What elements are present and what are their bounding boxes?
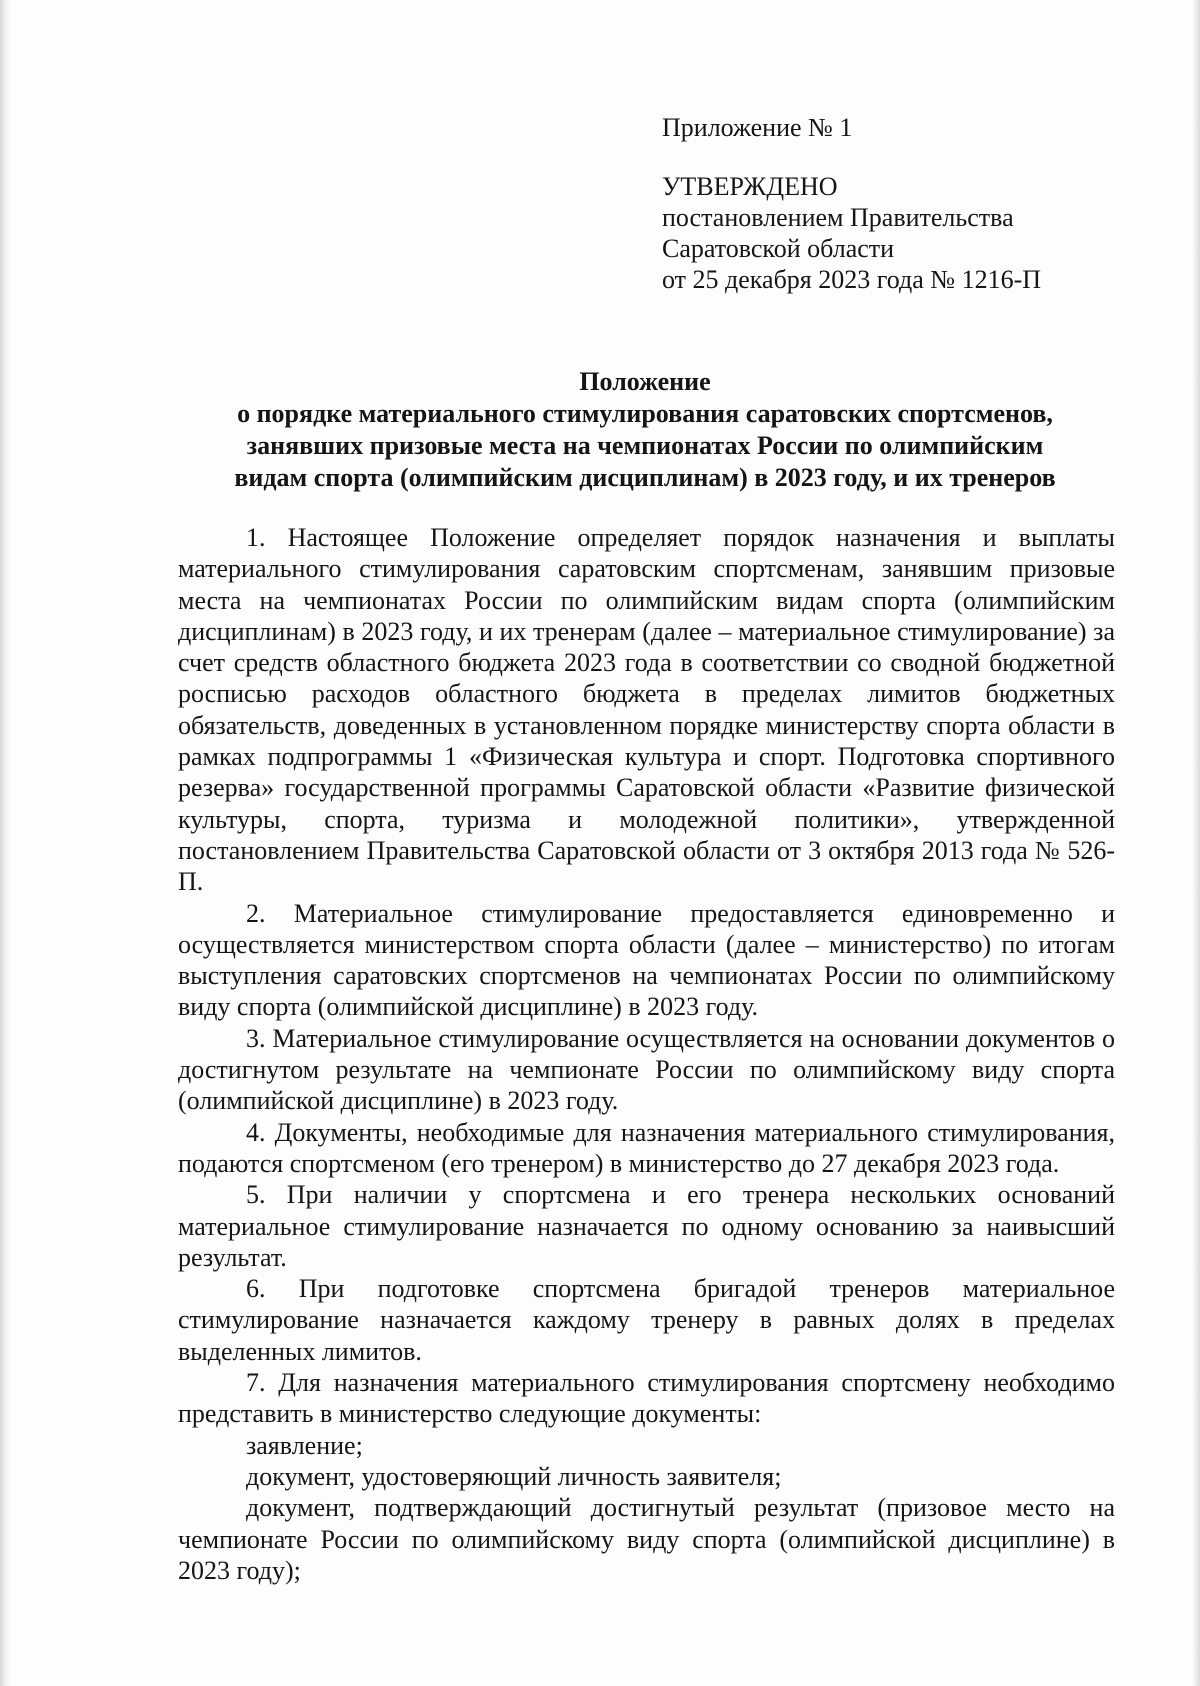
appendix-label: Приложение № 1	[662, 113, 853, 142]
list-item-application: заявление;	[246, 1430, 363, 1460]
scan-edge-left	[0, 0, 10, 1686]
spacer	[662, 143, 1142, 171]
document-body	[178, 522, 1115, 1586]
paragraph-2: 2. Материальное стимулирование предоставляется единовременно и осуществляется министерством спорта области (далее – министерство) по итогам выступления саратовских спортсменов на чемпионатах России по олимпийскому виду спорта (олимпийской дисциплине) в 2023 году.	[178, 898, 1115, 1022]
approval-block	[662, 112, 1142, 295]
title-line-4: видам спорта (олимпийским дисциплинам) в 2023 году, и их тренеров	[234, 463, 1056, 492]
scan-edge-right	[1192, 0, 1200, 1686]
approval-line-2: Саратовской области	[662, 234, 895, 263]
paragraph-6: 6. При подготовке спортсмена бригадой тренеров материальное стимулирование назначается каждому тренеру в равных долях в пределах выделенных лимитов.	[178, 1274, 1115, 1366]
paragraph-7: 7. Для назначения материального стимулирования спортсмену необходимо представить в министерство следующие документы:	[178, 1368, 1115, 1429]
paragraph-3: 3. Материальное стимулирование осуществляется на основании документов о достигнутом результате на чемпионате России по олимпийскому виду спорта (олимпийской дисциплине) в 2023 году.	[178, 1023, 1115, 1116]
approval-line-3: от 25 декабря 2023 года № 1216-П	[662, 265, 1042, 294]
paragraph-5: 5. При наличии у спортсмена и его тренера нескольких оснований материальное стимулирование назначается по одному основанию за наивысший результат.	[178, 1180, 1115, 1272]
title-line-1: Положение	[579, 367, 711, 396]
approved-label: УТВЕРЖДЕНО	[662, 172, 838, 201]
paragraph-1: 1. Настоящее Положение определяет порядок назначения и выплаты материального стимулирования саратовским спортсменам, занявшим призовые места на чемпионатах России по олимпийским видам спорта (олимпийским дисциплинам) в 2023 году, и их тренерам (далее – материальное стимулирование) за счет средств областного бюджета 2023 года в соответствии со сводной бюджетной росписью расходов областного бюджета в пределах лимитов бюджетных обязательств, доведенных в установленном порядке министерству спорта области в рамках подпрограммы 1 «Физическая культура и спорт. Подготовка спортивного резерва» государственной программы Саратовской области «Развитие физической культуры, спорта, туризма и молодежной политики», утвержденной постановлением Правительства Саратовской области от 3 октября 2013 года № 526-П.	[178, 523, 1115, 897]
list-item-identity-document: документ, удостоверяющий личность заявителя;	[246, 1461, 782, 1491]
paragraph-4: 4. Документы, необходимые для назначения материального стимулирования, подаются спортсменом (его тренером) в министерство до 27 декабря 2023 года.	[178, 1117, 1115, 1178]
document-title	[160, 366, 1130, 494]
approval-line-1: постановлением Правительства	[662, 203, 1014, 232]
title-line-2: о порядке материального стимулирования саратовских спортсменов,	[237, 399, 1053, 428]
list-item-result-document: документ, подтверждающий достигнутый результат (призовое место на чемпионате России по олимпийскому виду спорта (олимпийской дисциплине) в 2023 году);	[178, 1493, 1115, 1585]
title-line-3: занявших призовые места на чемпионатах России по олимпийским	[246, 431, 1044, 460]
